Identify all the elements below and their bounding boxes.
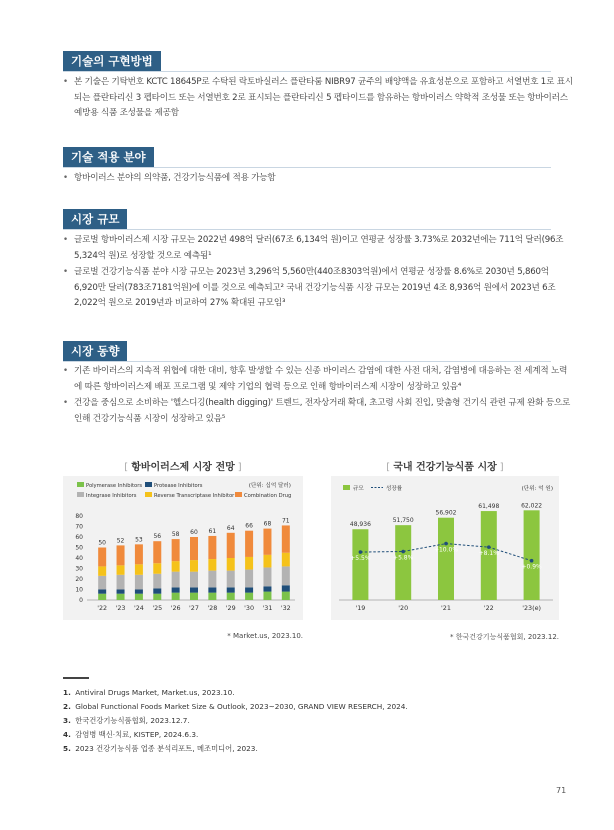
bar-segment [153,594,161,600]
bar-segment [172,572,180,588]
growth-rate-point [444,542,448,546]
bar-segment [117,545,125,565]
legend-label: Combination Drug [244,493,292,499]
bar-segment [190,572,198,588]
bullet-item: • 기존 바이러스의 지속적 위협에 대한 대비, 향후 발생할 수 있는 신종 바이러스 감염에 대한 사전 대처, 감염병에 대응하는 전 세계적 노력에 따른 항바이러스제 배포 프로그램 및 제약 기업의 협력 등으로 인해 항바이러스제 시장이 성장하고 있음⁴ [63,364,573,395]
legend-swatch [343,485,350,490]
bar-segment [153,541,161,563]
growth-rate-label: +0.9% [521,563,542,571]
bar-segment [208,593,216,600]
bullet-item: • 글로벌 건강기능식품 분야 시장 규모는 2023년 3,296억 5,560만(440조8303억원)에서 연평균 성장률 8.6%로 2030년 5,860억 6,920만 달러(783조7181억원)에 이를 것으로 예측되고² 국내 건강기능식품 시장 규모는 2019년 4조 8,936억 원에서 2023년 6조 2,022억 원으로 2019년과 비교하여 27% 확대된 규모임³ [63,265,573,312]
bar-segment [98,590,106,594]
section-rule [63,71,551,72]
y-tick-label: 20 [75,576,83,583]
chart-antiviral [63,476,303,620]
legend-label: 성장률 [386,486,403,492]
chart-unit-label: (단위: 억 원) [521,486,553,492]
chart-unit-label: (단위: 십억 달러) [248,483,291,489]
legend-swatch [77,482,84,487]
footnote-item: 2. Global Functional Foods Market Size & Outlook, 2023~2030, GRAND VIEW RESERCH, 2024. [63,702,408,711]
bar-segment [282,553,290,567]
chart-health-food-svg [331,476,559,620]
legend-label: Polymerase Inhibitors [86,483,143,489]
y-tick-label: 10 [75,586,83,594]
bar-segment [263,592,271,600]
growth-rate-label: +8.1% [478,550,499,558]
bar-segment [172,561,180,572]
bar-segment [98,576,106,590]
legend-swatch [145,482,152,487]
total-label: 58 [171,531,180,539]
x-tick-label: '25 [152,604,163,612]
bar-segment [153,588,161,593]
y-tick-label: 80 [75,513,83,520]
legend-label: Integrase Inhibitors [86,493,137,499]
bullet-list-market-size [63,233,573,313]
x-tick-label: '31 [262,604,273,612]
footnote-list [63,686,408,756]
total-label: 64 [226,524,235,532]
chart-source-antiviral: * Market.us, 2023.10. [227,632,303,640]
bar-segment [208,571,216,588]
bar-segment [208,536,216,559]
x-tick-label: '30 [244,604,255,612]
bar-segment [208,587,216,592]
bar-segment [190,587,198,592]
bar [352,529,368,600]
bar [524,510,540,600]
bar-segment [282,566,290,585]
bar-segment [263,529,271,555]
page-number: 71 [556,786,567,795]
footnote-item: 1. Antiviral Drugs Market, Market.us, 2023.10. [63,688,235,697]
growth-rate-label: +5.5% [350,555,371,563]
bar-segment [245,531,253,557]
total-label: 56 [153,533,162,541]
bar-segment [135,594,143,600]
y-tick-label: 70 [75,523,83,531]
chart-source-health-food: * 한국건강기능식품협회, 2023.12. [450,633,559,641]
bar-segment [263,586,271,591]
y-tick-label: 0 [79,597,83,604]
bar-segment [117,575,125,590]
bar-segment [282,525,290,552]
bullet-item: • 건강을 중심으로 소비하는 '헬스디깅(health digging)' 트렌드, 전자상거래 확대, 초고령 사회 진입, 맞춤형 건기식 관련 규제 완화 등으로 인해 건강기능식품 시장이 성장하고 있음⁵ [63,396,573,427]
total-label: 66 [245,522,253,530]
bar-value-label: 51,750 [392,517,414,525]
bar-segment [245,570,253,588]
growth-rate-point [530,559,534,563]
bar-segment [245,593,253,600]
bar-segment [117,590,125,594]
bar-segment [172,539,180,561]
total-label: 52 [116,537,125,545]
bar-segment [135,544,143,564]
growth-rate-point [359,550,363,554]
x-tick-label: '27 [189,604,199,612]
bar-segment [190,593,198,600]
bar-segment [227,593,235,600]
bar-segment [153,563,161,574]
bar-segment [227,571,235,588]
bar-segment [282,592,290,600]
bar-segment [190,537,198,560]
legend-swatch [235,492,242,497]
x-tick-label: '32 [280,604,291,612]
bar-segment [117,565,125,574]
section-heading-market-trend: 시장 동향 [63,341,127,361]
bar-segment [263,567,271,586]
x-tick-label: '22 [97,604,108,612]
x-tick-label: '19 [355,604,366,612]
x-tick-label: '20 [398,604,409,612]
bullet-list-application [63,171,573,188]
x-tick-label: '24 [133,604,144,612]
bar-value-label: 61,498 [478,503,500,511]
y-tick-label: 40 [75,555,83,562]
total-label: 61 [208,527,217,535]
section-rule [63,167,551,168]
bullet-item: • 항바이러스 분야의 의약품, 건강기능식품에 적용 가능함 [63,171,573,187]
total-label: 68 [263,520,272,528]
chart-title-health-food: [ 국내 건강기능식품 시장 ] [386,462,504,473]
bar-segment [227,587,235,592]
section-heading-market-size: 시장 규모 [63,209,127,229]
bar-segment [172,587,180,592]
bar-segment [282,585,290,591]
bullet-item: • 글로벌 항바이러스제 시장 규모는 2022년 498억 달러(67조 6,134억 원)이고 연평균 성장률 3.73%로 2032년에는 711억 달러(96조 5,324억 원)로 성장할 것으로 예측됨¹ [63,233,573,264]
bar-segment [153,574,161,589]
bar-segment [135,564,143,575]
bar-value-label: 62,022 [521,502,543,510]
growth-rate-point [487,545,491,549]
footnote-rule [63,677,89,679]
bar [395,525,411,600]
bar-segment [172,593,180,600]
section-rule [63,361,551,362]
growth-rate-point [401,550,405,554]
legend-swatch [77,492,84,497]
x-tick-label: '26 [170,604,181,612]
y-tick-label: 60 [75,534,83,541]
bar-segment [245,557,253,570]
section-heading-implementation: 기술의 구현방법 [63,51,161,71]
bullet-item: • 본 기술은 기탁번호 KCTC 18645P로 수탁된 락토바실러스 플란타룸 NIBR97 균주의 배양액을 유효성분으로 포함하고 서열번호 1로 표시되는 플란타리신 3 펩타이드 또는 서열번호 2로 표시되는 플란타리신 5 펩타이드를 함유하는 항바이러스 약학적 조성물 또는 항바이러스 예방용 식품 조성물을 제공함 [63,75,573,122]
bar-value-label: 56,902 [435,509,457,517]
bullet-list-implementation [63,75,573,123]
section-rule [63,229,551,230]
bar [438,518,454,600]
growth-rate-label: +5.8% [393,554,414,562]
x-tick-label: '23 [115,604,126,612]
bar-value-label: 48,936 [349,521,371,529]
footnote-item: 4. 감염병 백신·치료, KISTEP, 2024.6.3. [63,730,199,739]
bar-segment [135,575,143,590]
footnote-item: 3. 한국건강기능식품협회, 2023.12.7. [63,716,190,725]
bar-segment [227,558,235,571]
growth-rate-label: +10.0% [433,546,459,554]
x-tick-label: '22 [483,604,494,612]
bar-segment [117,594,125,600]
bar-segment [98,548,106,567]
bar-segment [98,566,106,575]
x-tick-label: '28 [207,604,218,612]
y-tick-label: 50 [75,544,83,552]
bar-segment [98,594,106,600]
legend-label: Reverse Transcriptase Inhibitor [154,493,235,499]
total-label: 71 [281,517,290,525]
bar-segment [208,559,216,571]
y-tick-label: 30 [75,565,83,573]
bar-segment [190,560,198,572]
x-tick-label: '21 [441,604,451,612]
x-tick-label: '23(e) [522,604,542,612]
total-label: 60 [190,529,198,536]
section-heading-application: 기술 적용 분야 [63,147,154,167]
legend-label: Protease Inhibitors [154,483,203,489]
bullet-list-market-trend [63,364,573,428]
bar-segment [227,533,235,558]
chart-antiviral-svg [63,476,303,620]
total-label: 50 [98,539,107,547]
x-tick-label: '29 [225,604,236,612]
bar-segment [245,587,253,592]
total-label: 53 [135,536,143,544]
bar-segment [263,555,271,568]
legend-swatch [145,492,152,497]
chart-health-food [331,476,559,620]
footnote-item: 5. 2023 건강기능식품 업종 분석리포트, 메조미디어, 2023. [63,744,258,753]
legend-label: 규모 [353,486,364,492]
bar-segment [135,590,143,594]
chart-title-antiviral: [ 항바이러스제 시장 전망 ] [124,462,242,473]
